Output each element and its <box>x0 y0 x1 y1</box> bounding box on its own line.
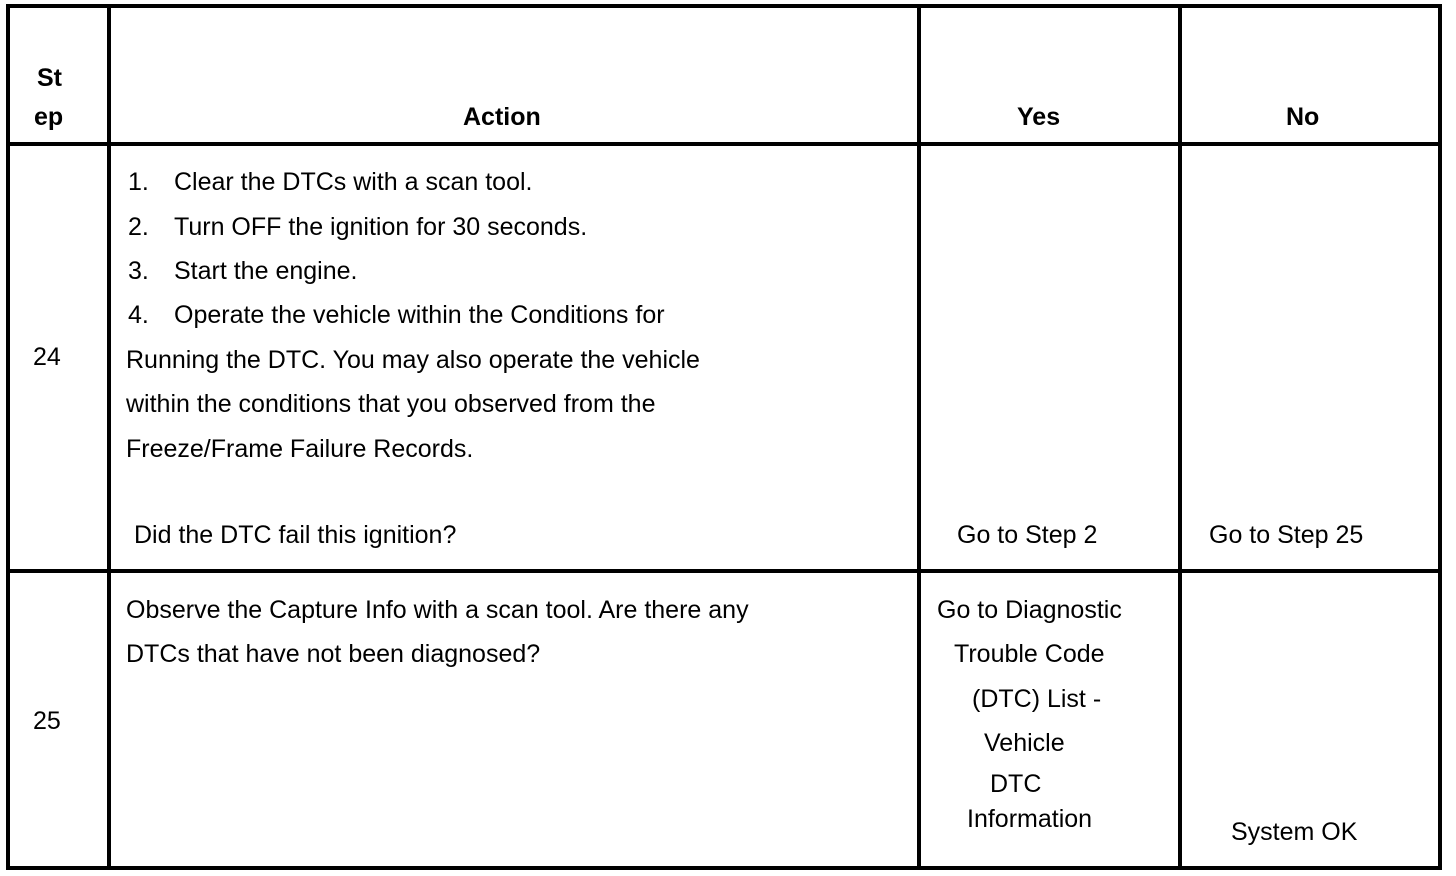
action-step-text: Turn OFF the ignition for 30 seconds. <box>174 213 588 241</box>
yes-result-line: Go to Diagnostic <box>937 596 1122 624</box>
action-step-number: 1. <box>128 168 149 196</box>
action-step-text: Clear the DTCs with a scan tool. <box>174 168 533 196</box>
header-yes: Yes <box>1017 103 1061 131</box>
table-bottom-border <box>6 866 1442 870</box>
action-yes-divider <box>917 4 921 870</box>
step-action-divider <box>107 4 111 870</box>
action-step-number: 2. <box>128 213 149 241</box>
step-number: 25 <box>33 707 61 735</box>
header-action: Action <box>463 103 541 131</box>
action-step-number: 3. <box>128 257 149 285</box>
yes-result-line: Vehicle <box>984 729 1065 757</box>
table-right-border <box>1438 4 1442 870</box>
action-question: Did the DTC fail this ignition? <box>134 521 457 549</box>
action-continued-line: within the conditions that you observed from the <box>126 390 656 418</box>
yes-result-line: DTC <box>990 770 1042 798</box>
action-line: Observe the Capture Info with a scan tool. Are there any <box>126 596 749 624</box>
action-step-1 <box>128 167 532 197</box>
action-step-text: Operate the vehicle within the Conditions for <box>174 301 665 329</box>
step-number: 24 <box>33 343 61 371</box>
row-24-bottom-border <box>6 569 1442 573</box>
table-left-border <box>6 4 10 870</box>
yes-no-divider <box>1178 4 1182 870</box>
yes-result-line: (DTC) List - <box>972 685 1102 713</box>
header-step-line1: St <box>37 64 62 92</box>
action-step-2 <box>128 212 587 242</box>
no-result: Go to Step 25 <box>1209 521 1364 549</box>
yes-result-line: Trouble Code <box>954 640 1105 668</box>
action-continued-line: Running the DTC. You may also operate the vehicle <box>126 346 700 374</box>
action-continued-line: Freeze/Frame Failure Records. <box>126 435 474 463</box>
yes-result-line: Information <box>967 805 1093 833</box>
action-step-3 <box>128 256 357 286</box>
header-step-line2: ep <box>34 103 64 131</box>
header-bottom-border <box>6 142 1442 146</box>
action-step-number: 4. <box>128 301 149 329</box>
no-result: System OK <box>1231 818 1358 846</box>
action-step-text: Start the engine. <box>174 257 358 285</box>
yes-result: Go to Step 2 <box>957 521 1098 549</box>
header-no: No <box>1286 103 1320 131</box>
table-top-border <box>6 4 1442 8</box>
action-step-4 <box>128 300 665 330</box>
action-line: DTCs that have not been diagnosed? <box>126 640 541 668</box>
